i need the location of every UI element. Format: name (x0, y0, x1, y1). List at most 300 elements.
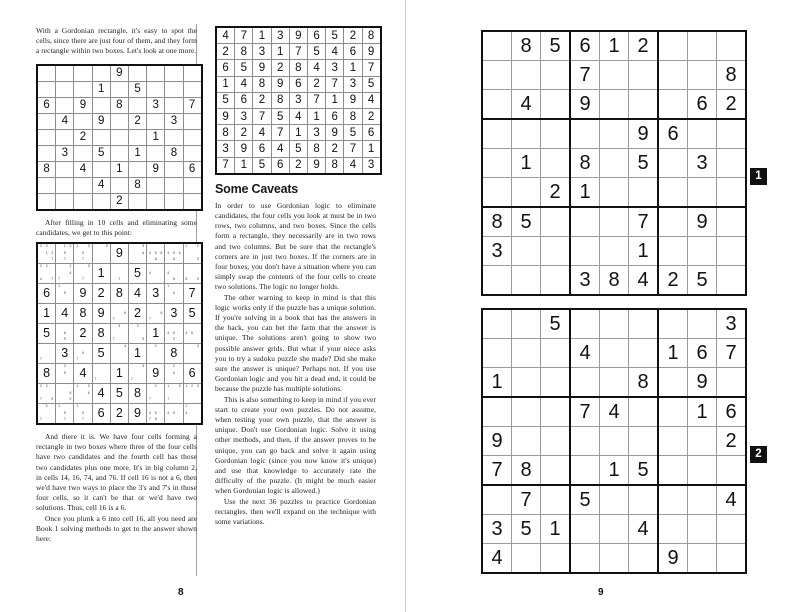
given-cell[interactable]: 1 (147, 129, 165, 145)
given-cell[interactable]: 5 (541, 31, 571, 61)
empty-cell[interactable] (482, 266, 512, 296)
empty-cell[interactable] (717, 515, 747, 544)
given-cell[interactable]: 1 (512, 149, 541, 178)
solved-cell[interactable]: 4 (92, 384, 110, 404)
empty-cell[interactable] (147, 193, 165, 210)
empty-cell[interactable] (570, 309, 600, 339)
given-cell[interactable]: 9 (92, 113, 110, 129)
given-cell[interactable]: 2 (289, 157, 307, 174)
empty-cell[interactable] (165, 129, 183, 145)
empty-cell[interactable] (128, 97, 146, 113)
given-cell[interactable]: 1 (307, 108, 325, 124)
empty-cell[interactable] (183, 65, 202, 82)
given-cell[interactable]: 6 (658, 119, 688, 149)
empty-cell[interactable] (37, 129, 56, 145)
candidate-cell[interactable] (183, 243, 202, 264)
given-cell[interactable]: 4 (289, 108, 307, 124)
empty-cell[interactable] (600, 207, 629, 237)
candidate-cell[interactable] (37, 264, 56, 284)
given-cell[interactable]: 8 (271, 92, 289, 108)
given-cell[interactable]: 9 (147, 161, 165, 177)
given-cell[interactable]: 4 (717, 485, 747, 515)
given-cell[interactable]: 9 (570, 90, 600, 120)
candidate-cell[interactable] (147, 384, 165, 404)
candidate-cell[interactable] (56, 284, 74, 304)
empty-cell[interactable] (165, 193, 183, 210)
given-cell[interactable]: 5 (629, 149, 659, 178)
candidate-cell[interactable] (165, 243, 183, 264)
empty-cell[interactable] (183, 129, 202, 145)
empty-cell[interactable] (512, 397, 541, 427)
given-cell[interactable]: 3 (482, 515, 512, 544)
given-cell[interactable]: 6 (216, 60, 235, 76)
candidate-cell[interactable] (183, 324, 202, 344)
given-cell[interactable]: 8 (235, 44, 253, 60)
empty-cell[interactable] (600, 544, 629, 574)
solved-cell[interactable]: 5 (92, 344, 110, 364)
solved-cell[interactable]: 5 (37, 324, 56, 344)
empty-cell[interactable] (541, 339, 571, 368)
empty-cell[interactable] (600, 309, 629, 339)
given-cell[interactable]: 6 (183, 161, 202, 177)
given-cell[interactable]: 7 (271, 125, 289, 141)
given-cell[interactable]: 4 (56, 113, 74, 129)
given-cell[interactable]: 8 (717, 61, 747, 90)
candidate-cell[interactable] (56, 384, 74, 404)
given-cell[interactable]: 8 (629, 368, 659, 398)
empty-cell[interactable] (717, 368, 747, 398)
given-cell[interactable]: 1 (541, 515, 571, 544)
given-cell[interactable]: 3 (216, 141, 235, 157)
empty-cell[interactable] (541, 427, 571, 456)
empty-cell[interactable] (629, 339, 659, 368)
given-cell[interactable]: 7 (362, 60, 381, 76)
empty-cell[interactable] (74, 65, 92, 82)
candidate-cell[interactable] (165, 284, 183, 304)
empty-cell[interactable] (629, 397, 659, 427)
empty-cell[interactable] (56, 177, 74, 193)
empty-cell[interactable] (512, 237, 541, 266)
empty-cell[interactable] (541, 544, 571, 574)
empty-cell[interactable] (183, 81, 202, 97)
given-cell[interactable]: 1 (362, 141, 381, 157)
given-cell[interactable]: 3 (717, 309, 747, 339)
empty-cell[interactable] (570, 119, 600, 149)
empty-cell[interactable] (600, 339, 629, 368)
given-cell[interactable]: 4 (92, 177, 110, 193)
empty-cell[interactable] (629, 485, 659, 515)
given-cell[interactable]: 8 (344, 108, 362, 124)
given-cell[interactable]: 4 (253, 125, 271, 141)
given-cell[interactable]: 9 (658, 544, 688, 574)
empty-cell[interactable] (688, 544, 717, 574)
empty-cell[interactable] (482, 61, 512, 90)
empty-cell[interactable] (600, 427, 629, 456)
empty-cell[interactable] (110, 145, 128, 161)
empty-cell[interactable] (541, 61, 571, 90)
empty-cell[interactable] (165, 97, 183, 113)
empty-cell[interactable] (688, 309, 717, 339)
solved-cell[interactable]: 3 (147, 284, 165, 304)
solved-cell[interactable]: 8 (92, 324, 110, 344)
empty-cell[interactable] (541, 207, 571, 237)
solved-cell[interactable]: 2 (110, 404, 128, 425)
given-cell[interactable]: 5 (271, 108, 289, 124)
empty-cell[interactable] (570, 515, 600, 544)
empty-cell[interactable] (482, 31, 512, 61)
solved-cell[interactable]: 4 (128, 284, 146, 304)
given-cell[interactable]: 5 (344, 125, 362, 141)
solved-cell[interactable]: 5 (110, 384, 128, 404)
empty-cell[interactable] (688, 119, 717, 149)
candidate-cell[interactable] (110, 264, 128, 284)
empty-cell[interactable] (512, 339, 541, 368)
given-cell[interactable]: 1 (253, 27, 271, 44)
given-cell[interactable]: 4 (482, 544, 512, 574)
given-cell[interactable]: 8 (110, 97, 128, 113)
empty-cell[interactable] (92, 193, 110, 210)
given-cell[interactable]: 9 (688, 368, 717, 398)
empty-cell[interactable] (482, 90, 512, 120)
given-cell[interactable]: 4 (600, 397, 629, 427)
empty-cell[interactable] (658, 515, 688, 544)
solved-cell[interactable]: 4 (74, 364, 92, 384)
given-cell[interactable]: 8 (362, 27, 381, 44)
empty-cell[interactable] (92, 161, 110, 177)
given-cell[interactable]: 2 (307, 76, 325, 92)
candidate-cell[interactable] (128, 324, 146, 344)
empty-cell[interactable] (658, 178, 688, 208)
solved-cell[interactable]: 6 (37, 284, 56, 304)
given-cell[interactable]: 8 (512, 456, 541, 486)
solved-cell[interactable]: 5 (128, 264, 146, 284)
given-cell[interactable]: 7 (717, 339, 747, 368)
empty-cell[interactable] (600, 515, 629, 544)
empty-cell[interactable] (658, 31, 688, 61)
given-cell[interactable]: 4 (307, 60, 325, 76)
candidate-cell[interactable] (110, 344, 128, 364)
empty-cell[interactable] (600, 368, 629, 398)
given-cell[interactable]: 8 (37, 161, 56, 177)
candidate-cell[interactable] (147, 344, 165, 364)
empty-cell[interactable] (688, 31, 717, 61)
empty-cell[interactable] (56, 97, 74, 113)
solved-cell[interactable]: 1 (110, 364, 128, 384)
empty-cell[interactable] (688, 515, 717, 544)
empty-cell[interactable] (147, 113, 165, 129)
empty-cell[interactable] (658, 427, 688, 456)
given-cell[interactable]: 9 (307, 157, 325, 174)
candidate-cell[interactable] (37, 344, 56, 364)
given-cell[interactable]: 4 (629, 515, 659, 544)
given-cell[interactable]: 8 (253, 76, 271, 92)
empty-cell[interactable] (512, 309, 541, 339)
given-cell[interactable]: 1 (92, 81, 110, 97)
candidate-cell[interactable] (56, 324, 74, 344)
given-cell[interactable]: 3 (165, 113, 183, 129)
empty-cell[interactable] (717, 207, 747, 237)
empty-cell[interactable] (600, 119, 629, 149)
empty-cell[interactable] (512, 266, 541, 296)
given-cell[interactable]: 3 (570, 266, 600, 296)
solved-cell[interactable]: 8 (128, 384, 146, 404)
empty-cell[interactable] (92, 65, 110, 82)
given-cell[interactable]: 5 (128, 81, 146, 97)
given-cell[interactable]: 3 (326, 60, 344, 76)
given-cell[interactable]: 5 (92, 145, 110, 161)
empty-cell[interactable] (147, 177, 165, 193)
empty-cell[interactable] (165, 65, 183, 82)
candidate-cell[interactable] (110, 324, 128, 344)
given-cell[interactable]: 7 (570, 61, 600, 90)
empty-cell[interactable] (717, 178, 747, 208)
given-cell[interactable]: 1 (110, 161, 128, 177)
solved-cell[interactable]: 8 (37, 364, 56, 384)
empty-cell[interactable] (688, 237, 717, 266)
candidate-cell[interactable] (74, 404, 92, 425)
given-cell[interactable]: 5 (541, 309, 571, 339)
candidate-cell[interactable] (37, 384, 56, 404)
given-cell[interactable]: 6 (307, 27, 325, 44)
empty-cell[interactable] (56, 193, 74, 210)
given-cell[interactable]: 5 (216, 92, 235, 108)
solved-cell[interactable]: 4 (56, 304, 74, 324)
empty-cell[interactable] (92, 129, 110, 145)
given-cell[interactable]: 9 (253, 60, 271, 76)
candidate-cell[interactable] (183, 264, 202, 284)
empty-cell[interactable] (658, 309, 688, 339)
empty-cell[interactable] (512, 119, 541, 149)
empty-cell[interactable] (570, 456, 600, 486)
candidate-cell[interactable] (165, 404, 183, 425)
empty-cell[interactable] (110, 81, 128, 97)
candidate-cell[interactable] (147, 304, 165, 324)
solved-cell[interactable]: 8 (165, 344, 183, 364)
candidate-cell[interactable] (74, 243, 92, 264)
given-cell[interactable]: 5 (362, 76, 381, 92)
empty-cell[interactable] (658, 397, 688, 427)
empty-cell[interactable] (128, 193, 146, 210)
empty-cell[interactable] (541, 266, 571, 296)
candidate-cell[interactable] (37, 243, 56, 264)
empty-cell[interactable] (658, 485, 688, 515)
given-cell[interactable]: 6 (271, 157, 289, 174)
empty-cell[interactable] (37, 193, 56, 210)
empty-cell[interactable] (541, 397, 571, 427)
empty-cell[interactable] (110, 113, 128, 129)
empty-cell[interactable] (688, 61, 717, 90)
given-cell[interactable]: 1 (658, 339, 688, 368)
given-cell[interactable]: 6 (235, 92, 253, 108)
empty-cell[interactable] (56, 129, 74, 145)
candidate-cell[interactable] (56, 264, 74, 284)
candidate-cell[interactable] (110, 304, 128, 324)
empty-cell[interactable] (56, 161, 74, 177)
candidate-cell[interactable] (74, 264, 92, 284)
given-cell[interactable]: 7 (482, 456, 512, 486)
given-cell[interactable]: 4 (570, 339, 600, 368)
empty-cell[interactable] (541, 119, 571, 149)
given-cell[interactable]: 9 (271, 76, 289, 92)
solved-cell[interactable]: 9 (92, 304, 110, 324)
given-cell[interactable]: 9 (362, 44, 381, 60)
given-cell[interactable]: 2 (253, 92, 271, 108)
empty-cell[interactable] (37, 113, 56, 129)
empty-cell[interactable] (600, 237, 629, 266)
given-cell[interactable]: 8 (165, 145, 183, 161)
given-cell[interactable]: 7 (289, 44, 307, 60)
given-cell[interactable]: 1 (629, 237, 659, 266)
given-cell[interactable]: 2 (110, 193, 128, 210)
given-cell[interactable]: 7 (253, 108, 271, 124)
empty-cell[interactable] (688, 485, 717, 515)
given-cell[interactable]: 6 (717, 397, 747, 427)
given-cell[interactable]: 8 (570, 149, 600, 178)
candidate-cell[interactable] (165, 264, 183, 284)
solved-cell[interactable]: 6 (92, 404, 110, 425)
given-cell[interactable]: 5 (512, 515, 541, 544)
given-cell[interactable]: 7 (629, 207, 659, 237)
given-cell[interactable]: 6 (344, 44, 362, 60)
empty-cell[interactable] (165, 177, 183, 193)
empty-cell[interactable] (128, 129, 146, 145)
given-cell[interactable]: 2 (541, 178, 571, 208)
empty-cell[interactable] (629, 90, 659, 120)
given-cell[interactable]: 1 (344, 60, 362, 76)
empty-cell[interactable] (541, 485, 571, 515)
given-cell[interactable]: 5 (512, 207, 541, 237)
given-cell[interactable]: 2 (128, 113, 146, 129)
given-cell[interactable]: 1 (216, 76, 235, 92)
empty-cell[interactable] (183, 177, 202, 193)
empty-cell[interactable] (541, 456, 571, 486)
given-cell[interactable]: 9 (482, 427, 512, 456)
empty-cell[interactable] (658, 368, 688, 398)
given-cell[interactable]: 8 (600, 266, 629, 296)
given-cell[interactable]: 4 (74, 161, 92, 177)
empty-cell[interactable] (482, 309, 512, 339)
empty-cell[interactable] (512, 61, 541, 90)
empty-cell[interactable] (512, 368, 541, 398)
empty-cell[interactable] (629, 178, 659, 208)
empty-cell[interactable] (629, 544, 659, 574)
empty-cell[interactable] (165, 81, 183, 97)
empty-cell[interactable] (92, 97, 110, 113)
solved-cell[interactable]: 9 (74, 284, 92, 304)
solved-cell[interactable]: 9 (128, 404, 146, 425)
empty-cell[interactable] (128, 161, 146, 177)
empty-cell[interactable] (600, 178, 629, 208)
given-cell[interactable]: 2 (216, 44, 235, 60)
empty-cell[interactable] (717, 119, 747, 149)
empty-cell[interactable] (74, 81, 92, 97)
given-cell[interactable]: 7 (344, 141, 362, 157)
given-cell[interactable]: 2 (271, 60, 289, 76)
given-cell[interactable]: 3 (688, 149, 717, 178)
given-cell[interactable]: 2 (629, 31, 659, 61)
empty-cell[interactable] (541, 149, 571, 178)
candidate-cell[interactable] (92, 364, 110, 384)
given-cell[interactable]: 6 (688, 90, 717, 120)
empty-cell[interactable] (570, 544, 600, 574)
solved-cell[interactable]: 3 (165, 304, 183, 324)
given-cell[interactable]: 4 (512, 90, 541, 120)
given-cell[interactable]: 1 (326, 92, 344, 108)
given-cell[interactable]: 6 (688, 339, 717, 368)
candidate-cell[interactable] (165, 384, 183, 404)
empty-cell[interactable] (688, 427, 717, 456)
empty-cell[interactable] (183, 145, 202, 161)
empty-cell[interactable] (183, 193, 202, 210)
given-cell[interactable]: 9 (344, 92, 362, 108)
given-cell[interactable]: 5 (688, 266, 717, 296)
empty-cell[interactable] (147, 145, 165, 161)
empty-cell[interactable] (658, 61, 688, 90)
empty-cell[interactable] (512, 544, 541, 574)
given-cell[interactable]: 2 (326, 141, 344, 157)
solved-cell[interactable]: 2 (92, 284, 110, 304)
solved-cell[interactable]: 7 (183, 284, 202, 304)
empty-cell[interactable] (37, 65, 56, 82)
given-cell[interactable]: 7 (235, 27, 253, 44)
given-cell[interactable]: 9 (326, 125, 344, 141)
given-cell[interactable]: 7 (326, 76, 344, 92)
given-cell[interactable]: 2 (362, 108, 381, 124)
candidate-cell[interactable] (56, 364, 74, 384)
given-cell[interactable]: 4 (326, 44, 344, 60)
candidate-cell[interactable] (128, 243, 146, 264)
given-cell[interactable]: 6 (326, 108, 344, 124)
given-cell[interactable]: 8 (289, 60, 307, 76)
empty-cell[interactable] (688, 178, 717, 208)
empty-cell[interactable] (541, 90, 571, 120)
given-cell[interactable]: 8 (482, 207, 512, 237)
given-cell[interactable]: 8 (512, 31, 541, 61)
given-cell[interactable]: 7 (570, 397, 600, 427)
solved-cell[interactable]: 2 (128, 304, 146, 324)
empty-cell[interactable] (629, 427, 659, 456)
empty-cell[interactable] (717, 266, 747, 296)
empty-cell[interactable] (482, 149, 512, 178)
given-cell[interactable]: 5 (289, 141, 307, 157)
given-cell[interactable]: 3 (235, 108, 253, 124)
empty-cell[interactable] (128, 65, 146, 82)
given-cell[interactable]: 5 (307, 44, 325, 60)
empty-cell[interactable] (570, 368, 600, 398)
candidate-cell[interactable] (92, 243, 110, 264)
solved-cell[interactable]: 1 (128, 344, 146, 364)
given-cell[interactable]: 5 (570, 485, 600, 515)
given-cell[interactable]: 3 (362, 157, 381, 174)
empty-cell[interactable] (165, 161, 183, 177)
empty-cell[interactable] (512, 427, 541, 456)
empty-cell[interactable] (717, 237, 747, 266)
candidate-cell[interactable] (147, 264, 165, 284)
given-cell[interactable]: 7 (183, 97, 202, 113)
empty-cell[interactable] (570, 237, 600, 266)
candidate-cell[interactable] (165, 324, 183, 344)
empty-cell[interactable] (482, 178, 512, 208)
empty-cell[interactable] (110, 129, 128, 145)
candidate-cell[interactable] (74, 384, 92, 404)
solved-cell[interactable]: 1 (37, 304, 56, 324)
given-cell[interactable]: 9 (110, 65, 128, 82)
candidate-cell[interactable] (147, 243, 165, 264)
given-cell[interactable]: 3 (271, 27, 289, 44)
given-cell[interactable]: 6 (37, 97, 56, 113)
given-cell[interactable]: 7 (512, 485, 541, 515)
solved-cell[interactable]: 6 (183, 364, 202, 384)
